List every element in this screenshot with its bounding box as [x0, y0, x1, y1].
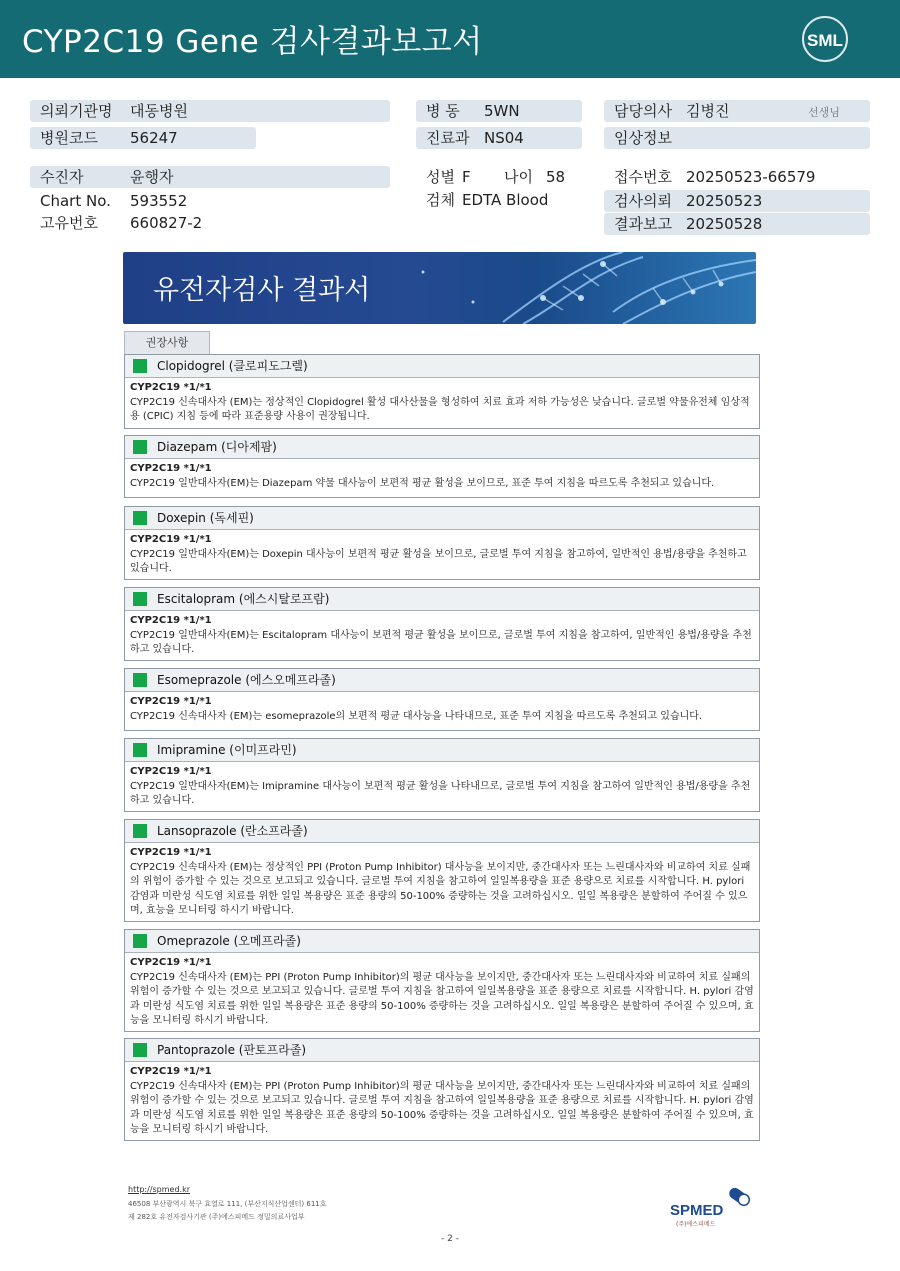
drug-section-clopidogrel: [124, 354, 760, 429]
field-label: 임상정보: [614, 129, 672, 147]
genotype: CYP2C19 *1/*1: [130, 382, 212, 393]
genotype: CYP2C19 *1/*1: [130, 615, 212, 626]
field-label: 병원코드: [40, 129, 98, 147]
drug-name: Diazepam (디아제팜): [157, 440, 277, 454]
genotype: CYP2C19 *1/*1: [130, 957, 212, 968]
field-label: 접수번호: [614, 168, 672, 186]
field-label: 수진자: [40, 168, 84, 186]
drug-recommendation: CYP2C19 일반대사자(EM)는 Escitalopram 대사능이 보편적 평균 활성을 보이므로, 글로벌 투여 지침을 참고하여, 일반적인 용법/용량을 추천하고 있습니다.: [130, 629, 752, 655]
patient-field: [30, 166, 390, 188]
drug-header: [125, 436, 759, 459]
specimen-field: [416, 189, 586, 211]
field-label: 고유번호: [40, 214, 98, 232]
field-label: 담당의사: [614, 102, 672, 120]
clinical-info-field: [604, 127, 870, 149]
drug-name: Doxepin (독세핀): [157, 511, 254, 525]
drug-header: [125, 820, 759, 843]
drug-recommendation: CYP2C19 일반대사자(EM)는 Imipramine 대사능이 보편적 평균 활성을 나타내므로, 글로벌 투여 지침을 참고하여 일반적인 용법/용량을 추천하고 있습니다.: [130, 780, 751, 806]
genotype: CYP2C19 *1/*1: [130, 696, 212, 707]
drug-name: Clopidogrel (클로피도그렐): [157, 359, 308, 373]
drug-section-diazepam: [124, 435, 760, 498]
drug-name: Esomeprazole (에스오메프라졸): [157, 673, 336, 687]
genotype: CYP2C19 *1/*1: [130, 1066, 212, 1077]
drug-recommendation: CYP2C19 신속대사자 (EM)는 정상적인 PPI (Proton Pump Inhibitor) 대사능을 보이지만, 중간대사자 또는 느린대사자와 비교하여 치료 실패의 위험이 증가할 수 있는 것으로 보고되고 있습니다. 글로벌 투여 지침을 참고하여 일일복용량을 표준 용량으로 치료를 시작합니다. H. pylori 감염과 미란성 식도염 치료를 위한 일일 복용량은 표준 용량의 50-100% 증량하는 것을 고려하십시오. 일일 복용량은 분할하여 주어질 수 있으며, 효능을 모니터링 하시기 바랍니다.: [130, 861, 751, 916]
green-square-icon: [133, 359, 147, 373]
green-square-icon: [133, 673, 147, 687]
drug-recommendation: CYP2C19 신속대사자 (EM)는 정상적인 Clopidogrel 활성 대사산물을 형성하여 치료 효과 저하 가능성은 낮습니다. 글로벌 약물유전체 임상적용 (CPIC) 지침 등에 따라 표준용량 사용이 권장됩니다.: [130, 396, 750, 422]
drug-name: Escitalopram (에스시탈로프람): [157, 592, 330, 606]
sex-age-field: [416, 166, 586, 188]
requesting-org-field: [30, 100, 390, 122]
drug-recommendation: CYP2C19 일반대사자(EM)는 Doxepin 대사능이 보편적 평균 활성을 보이므로, 글로벌 투여 지침을 참고하여, 일반적인 용법/용량을 추천하고 있습니다.: [130, 548, 747, 574]
field-value: 윤행자: [130, 168, 174, 186]
spmed-logo: SPMED: [670, 1202, 724, 1219]
chart-no-field: [30, 190, 390, 212]
drug-header: [125, 355, 759, 378]
drug-section-lansoprazole: [124, 819, 760, 922]
drug-recommendation: CYP2C19 신속대사자 (EM)는 PPI (Proton Pump Inhibitor)의 평균 대사능을 보이지만, 중간대사자 또는 느린대사자와 비교하여 치료 실패의 위험이 증가할 수 있는 것으로 보고되고 있습니다. 글로벌 투여 지침을 참고하여 일일복용량을 표준 용량으로 치료를 시작합니다. H. pylori 감염과 미란성 식도염 치료를 위한 일일 복용량은 표준 용량의 50-100% 증량하는 것을 고려하십시오. 일일 복용량은 분할하여 주어질 수 있으며, 효능을 모니터링 하시기 바랍니다.: [130, 971, 754, 1026]
green-square-icon: [133, 511, 147, 525]
field-label: 의뢰기관명: [40, 102, 113, 120]
field-value: 660827-2: [130, 214, 203, 232]
report-title: CYP2C19 Gene 검사결과보고서: [22, 24, 483, 60]
field-label: 검사의뢰: [614, 192, 672, 210]
uid-field: [30, 212, 390, 234]
report-date-field: [604, 213, 870, 235]
drug-section-esomeprazole: [124, 668, 760, 731]
field-value: 20250523: [686, 192, 763, 210]
drug-header: [125, 1039, 759, 1062]
drug-section-doxepin: [124, 506, 760, 580]
drug-recommendation: CYP2C19 일반대사자(EM)는 Diazepam 약물 대사능이 보편적 평균 활성을 보이므로, 표준 투여 지침을 따르도록 추천되고 있습니다.: [130, 477, 715, 489]
field-value: NS04: [484, 129, 524, 147]
genotype: CYP2C19 *1/*1: [130, 766, 212, 777]
drug-header: [125, 588, 759, 611]
drug-name: Pantoprazole (판토프라졸): [157, 1043, 307, 1057]
spmed-pill-icon: [724, 1184, 754, 1210]
request-date-field: [604, 190, 870, 212]
drug-header: [125, 669, 759, 692]
drug-header: [125, 930, 759, 953]
drug-name: Imipramine (이미프라민): [157, 743, 297, 757]
footer-address: 46508 부산광역시 북구 효열로 111, (부산지식산업센터) 611호: [128, 1200, 327, 1208]
field-value: 20250523-66579: [686, 168, 816, 186]
green-square-icon: [133, 934, 147, 948]
footer-license: 제 282호 유전자검사기관 (주)에스피메드 정밀의료사업부: [128, 1213, 305, 1221]
field-value: 20250528: [686, 215, 763, 233]
field-value: EDTA Blood: [462, 191, 549, 209]
field-label: 진료과: [426, 129, 470, 147]
drug-section-omeprazole: [124, 929, 760, 1032]
green-square-icon: [133, 824, 147, 838]
report-header: [0, 0, 900, 78]
drug-name: Lansoprazole (란소프라졸): [157, 824, 308, 838]
doctor-suffix: 선생님: [808, 106, 840, 119]
genotype: CYP2C19 *1/*1: [130, 534, 212, 545]
drug-section-escitalopram: [124, 587, 760, 661]
recommendation-tab: 권장사항: [124, 331, 210, 354]
genotype: CYP2C19 *1/*1: [130, 847, 212, 858]
sex-value: F: [462, 168, 471, 186]
page-number: - 2 -: [441, 1234, 459, 1244]
receipt-field: [604, 166, 870, 188]
field-value: 5WN: [484, 102, 520, 120]
field-value: 대동병원: [130, 102, 188, 120]
drug-header: [125, 507, 759, 530]
drug-section-imipramine: [124, 738, 760, 812]
field-value: 593552: [130, 192, 188, 210]
ward-field: [416, 100, 582, 122]
field-label: 병 동: [426, 102, 460, 120]
age-label: 나이: [504, 168, 533, 186]
age-value: 58: [546, 168, 566, 186]
dept-field: [416, 127, 582, 149]
hospital-code-field: [30, 127, 256, 149]
field-label: 검체: [426, 191, 455, 209]
field-label: 결과보고: [614, 215, 672, 233]
spmed-logo-sub: (주)에스피메드: [676, 1221, 716, 1228]
drug-recommendation: CYP2C19 신속대사자 (EM)는 PPI (Proton Pump Inhibitor)의 평균 대사능을 보이지만, 중간대사자 또는 느린대사자와 비교하여 치료 실패의 위험이 증가할 수 있는 것으로 보고되고 있습니다. 글로벌 투여 지침을 참고하여 일일복용량을 표준 용량으로 치료를 시작합니다. H. pylori 감염과 미란성 식도염 치료를 위한 일일 복용량은 표준 용량의 50-100% 증량하는 것을 고려하십시오. 일일 복용량은 분할하여 주어질 수 있으며, 효능을 모니터링 하시기 바랍니다.: [130, 1080, 754, 1135]
green-square-icon: [133, 592, 147, 606]
field-value: 김병진: [686, 102, 730, 120]
green-square-icon: [133, 1043, 147, 1057]
field-label: 성별: [426, 168, 455, 186]
drug-header: [125, 739, 759, 762]
genotype: CYP2C19 *1/*1: [130, 463, 212, 474]
field-value: 56247: [130, 129, 178, 147]
green-square-icon: [133, 440, 147, 454]
footer-url-link[interactable]: http://spmed.kr: [128, 1185, 191, 1194]
result-banner: [123, 252, 756, 324]
doctor-field: [604, 100, 870, 122]
banner-title: 유전자검사 결과서: [153, 275, 371, 306]
sml-logo: SML: [802, 16, 848, 62]
drug-recommendation: CYP2C19 신속대사자 (EM)는 esomeprazole의 보편적 평균 대사능을 나타내므로, 표준 투여 지침을 따르도록 추천되고 있습니다.: [130, 710, 703, 722]
green-square-icon: [133, 743, 147, 757]
drug-section-pantoprazole: [124, 1038, 760, 1141]
field-label: Chart No.: [40, 192, 111, 210]
drug-name: Omeprazole (오메프라졸): [157, 934, 301, 948]
